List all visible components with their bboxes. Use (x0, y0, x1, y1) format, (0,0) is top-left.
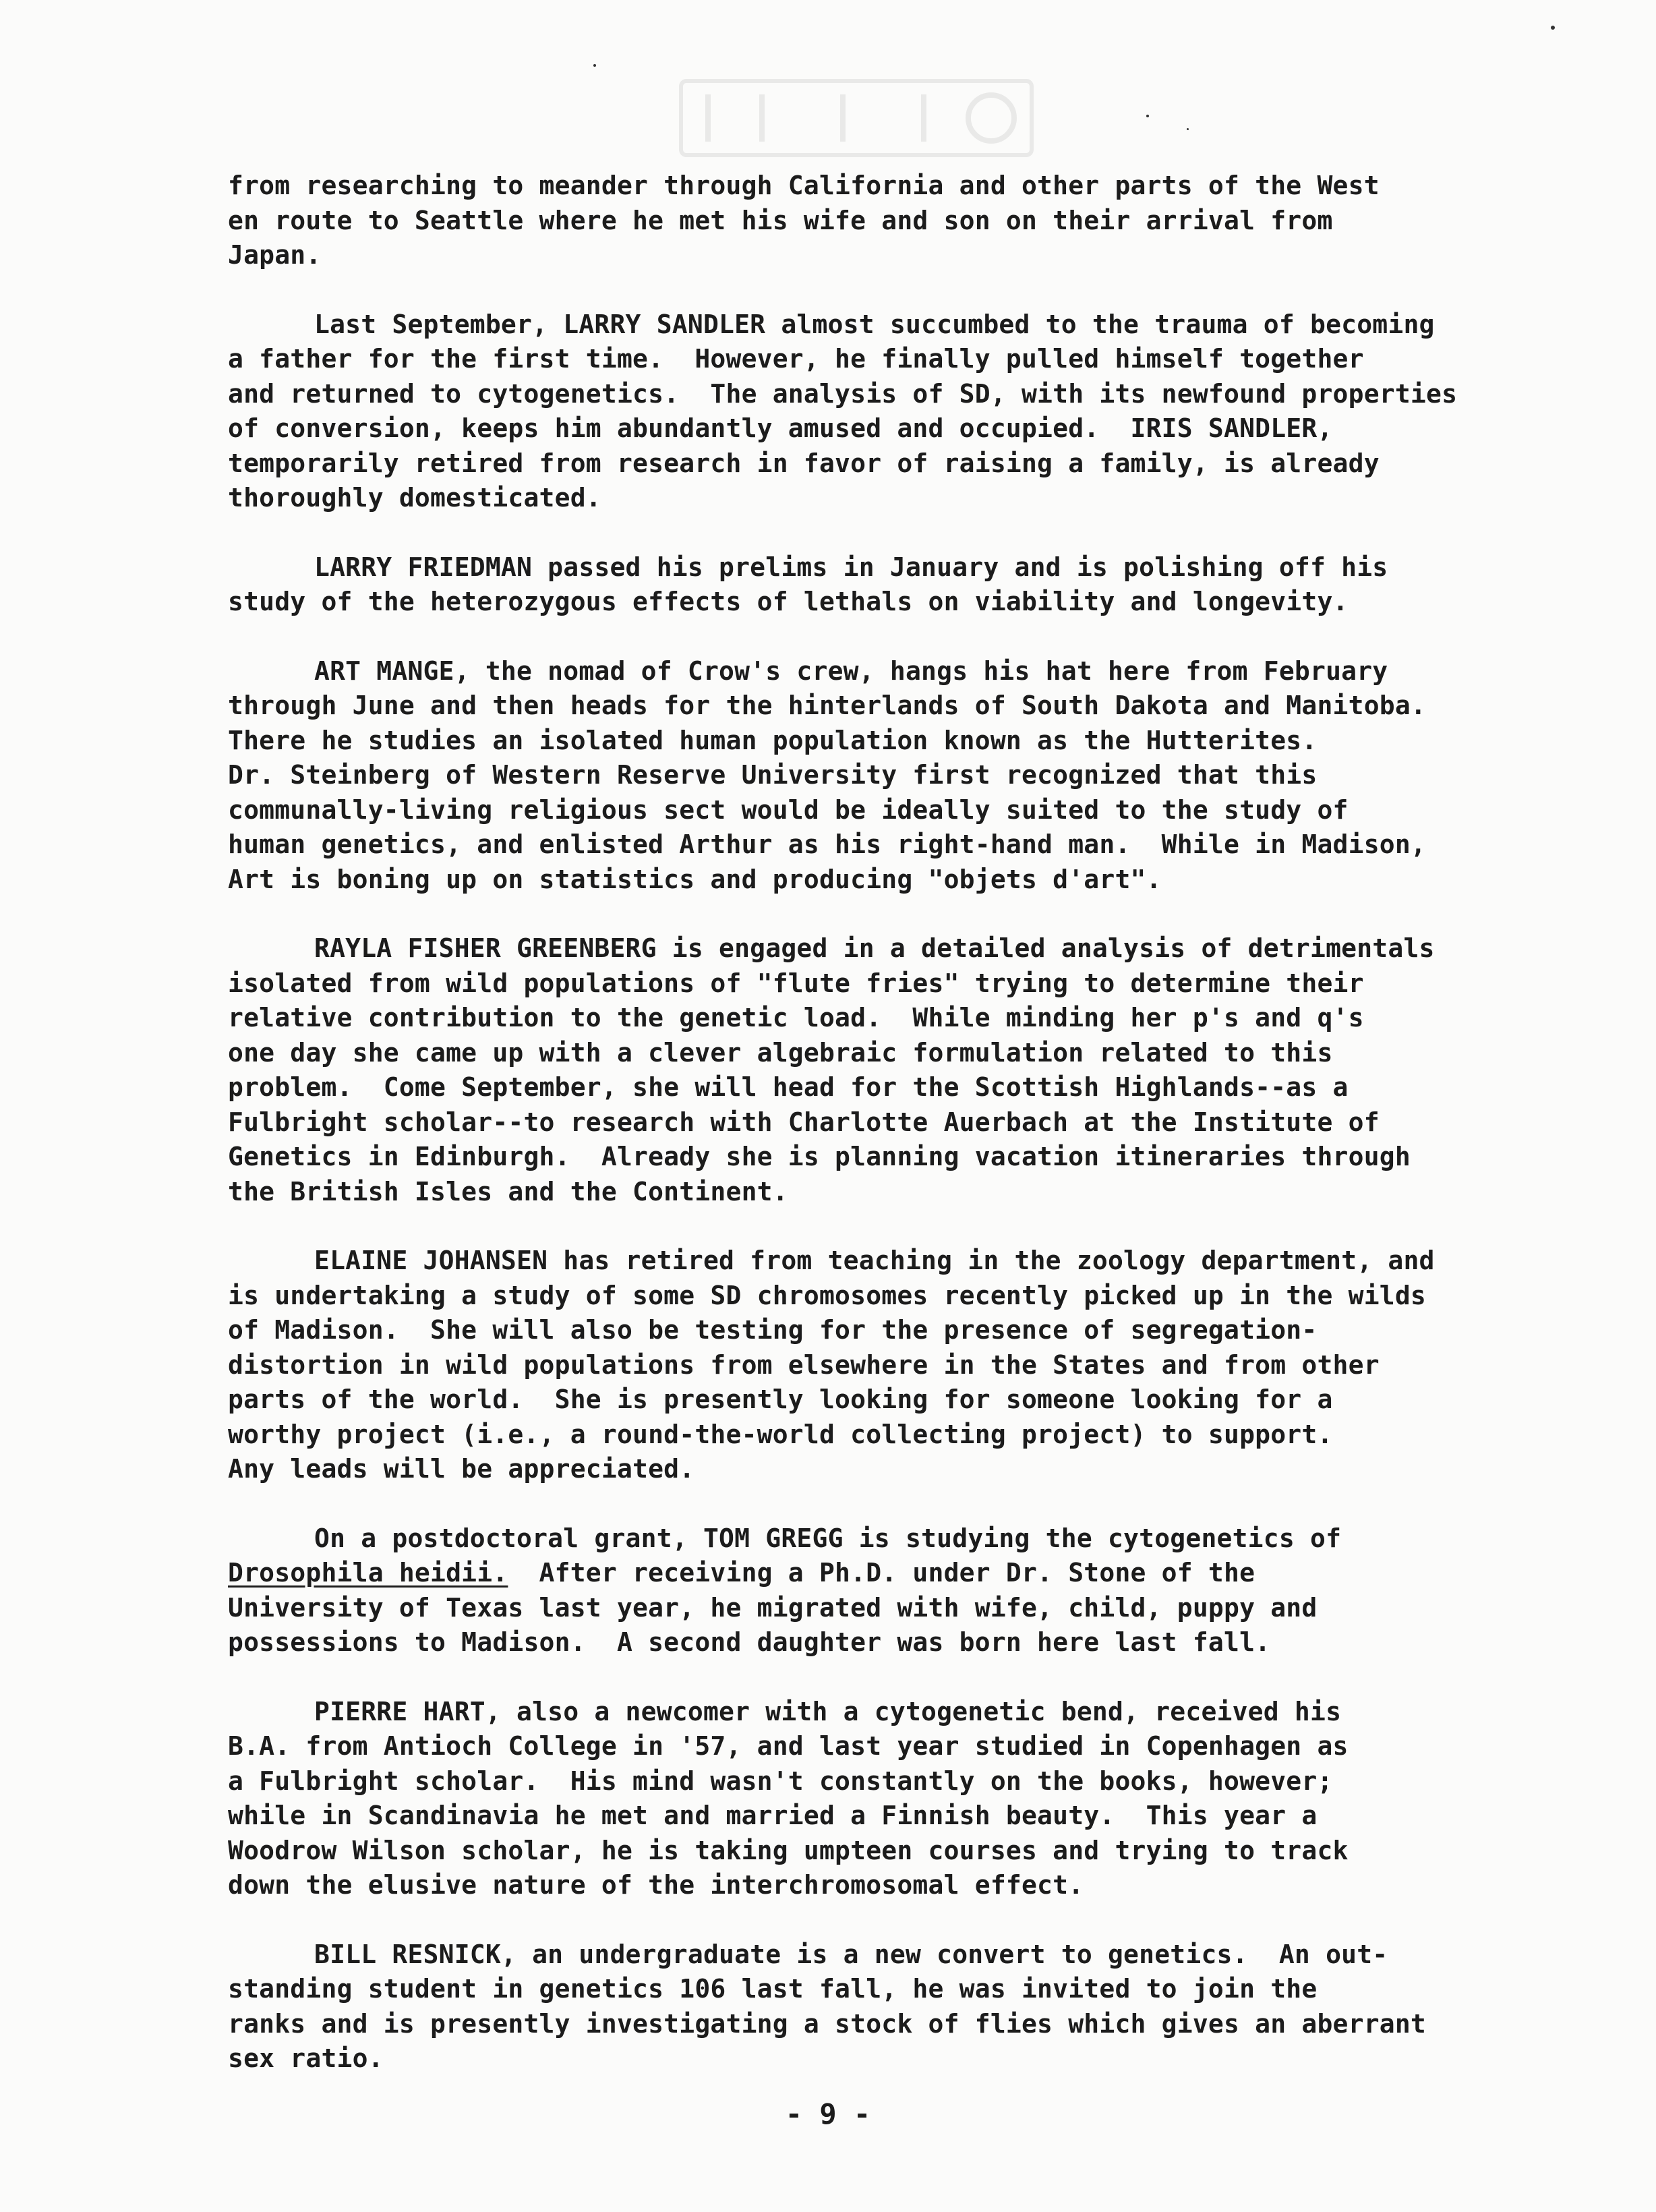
paragraph (228, 654, 1549, 898)
text-line: and returned to cytogenetics. The analysis of SD, with its newfound properties (228, 378, 1458, 409)
text-line: RAYLA FISHER GREENBERG is engaged in a detailed analysis of detrimentals (314, 933, 1435, 963)
text-line: BILL RESNICK, an undergraduate is a new convert to genetics. An out- (314, 1939, 1388, 1969)
text-line: Last September, LARRY SANDLER almost succumbed to the trauma of becoming (314, 309, 1435, 339)
text-line: LARRY FRIEDMAN passed his prelims in January and is polishing off his (314, 552, 1388, 582)
text-line: parts of the world. She is presently looking for someone looking for a (228, 1385, 1333, 1414)
text-line: relative contribution to the genetic load. While minding her p's and q's (228, 1003, 1364, 1032)
paper-speck (593, 64, 596, 67)
paragraph (228, 1521, 1549, 1660)
text-line: Woodrow Wilson scholar, he is taking umpteen courses and trying to track (228, 1835, 1349, 1865)
paragraph (228, 169, 1549, 273)
text-line: ranks and is presently investigating a stock of flies which gives an aberrant (228, 2008, 1427, 2039)
underlined-species-name: Drosophila heidii. (228, 1558, 508, 1588)
page-number: - 9 - (785, 2097, 871, 2130)
text-line: sex ratio. (228, 2043, 384, 2073)
text-line: Drosophila heidii. After receiving a Ph.D. under Dr. Stone of the (228, 1558, 1255, 1588)
paragraph (228, 308, 1549, 516)
text-line: Dr. Steinberg of Western Reserve University first recognized that this (228, 760, 1318, 790)
text-line: communally-living religious sect would be ideally suited to the study of (228, 794, 1349, 825)
text-line: Fulbright scholar--to research with Charlotte Auerbach at the Institute of (228, 1107, 1380, 1137)
text-line: University of Texas last year, he migrated with wife, child, puppy and (228, 1592, 1318, 1623)
paper-speck (1187, 128, 1189, 130)
text-line: Art is boning up on statistics and producing "objets d'art". (228, 864, 1162, 894)
paragraph (228, 550, 1549, 620)
text-line: isolated from wild populations of "flute fries" trying to determine their (228, 968, 1364, 998)
text-line: is undertaking a study of some SD chromosomes recently picked up in the wilds (228, 1280, 1427, 1310)
text-line: the British Isles and the Continent. (228, 1176, 788, 1206)
text-line: On a postdoctoral grant, TOM GREGG is studying the cytogenetics of (314, 1523, 1342, 1553)
text-line: temporarily retired from research in favor of raising a family, is already (228, 448, 1380, 478)
text-line: There he studies an isolated human population known as the Hutterites. (228, 725, 1318, 755)
paragraph (228, 931, 1549, 1209)
text-line: standing student in genetics 106 last fall, he was invited to join the (228, 1974, 1318, 2004)
text-line: possessions to Madison. A second daughter was born here last fall. (228, 1627, 1271, 1657)
text-line: Japan. (228, 240, 322, 270)
text-line: en route to Seattle where he met his wife and son on their arrival from (228, 205, 1333, 235)
text-line: study of the heterozygous effects of lethals on viability and longevity. (228, 587, 1349, 616)
text-line: problem. Come September, she will head for the Scottish Highlands--as a (228, 1072, 1349, 1102)
text-line: down the elusive nature of the interchromosomal effect. (228, 1870, 1084, 1900)
body-text (228, 169, 1549, 2111)
paragraph (228, 1695, 1549, 1903)
text-line: Genetics in Edinburgh. Already she is planning vacation itineraries through (228, 1142, 1411, 1171)
text-line: human genetics, and enlisted Arthur as his right-hand man. While in Madison, (228, 830, 1427, 859)
text-line: a Fulbright scholar. His mind wasn't constantly on the books, however; (228, 1766, 1333, 1796)
text-line: B.A. from Antioch College in '57, and last year studied in Copenhagen as (228, 1731, 1349, 1761)
paper-speck (1146, 115, 1149, 117)
text-line: worthy project (i.e., a round-the-world collecting project) to support. (228, 1419, 1333, 1449)
text-line: Any leads will be appreciated. (228, 1454, 695, 1484)
text-line: of Madison. She will also be testing for the presence of segregation- (228, 1315, 1318, 1345)
text-line: one day she came up with a clever algebraic formulation related to this (228, 1037, 1333, 1068)
text-line: ELAINE JOHANSEN has retired from teaching in the zoology department, and (314, 1246, 1435, 1275)
text-line: ART MANGE, the nomad of Crow's crew, hangs his hat here from February (314, 656, 1388, 686)
paragraph (228, 1244, 1549, 1487)
text-line: a father for the first time. However, he finally pulled himself together (228, 344, 1364, 374)
paragraph (228, 1938, 1549, 2076)
text-line: of conversion, keeps him abundantly amused and occupied. IRIS SANDLER, (228, 413, 1333, 443)
text-line: through June and then heads for the hinterlands of South Dakota and Manitoba. (228, 691, 1427, 720)
text-line: distortion in wild populations from elsewhere in the States and from other (228, 1349, 1380, 1380)
paper-speck (1551, 26, 1555, 30)
bleed-through-mark (668, 74, 1045, 162)
text-line: from researching to meander through California and other parts of the West (228, 171, 1380, 200)
text-line: while in Scandinavia he met and married a Finnish beauty. This year a (228, 1801, 1318, 1830)
text-line: thoroughly domesticated. (228, 483, 601, 513)
text-line: PIERRE HART, also a newcomer with a cytogenetic bend, received his (314, 1696, 1342, 1726)
